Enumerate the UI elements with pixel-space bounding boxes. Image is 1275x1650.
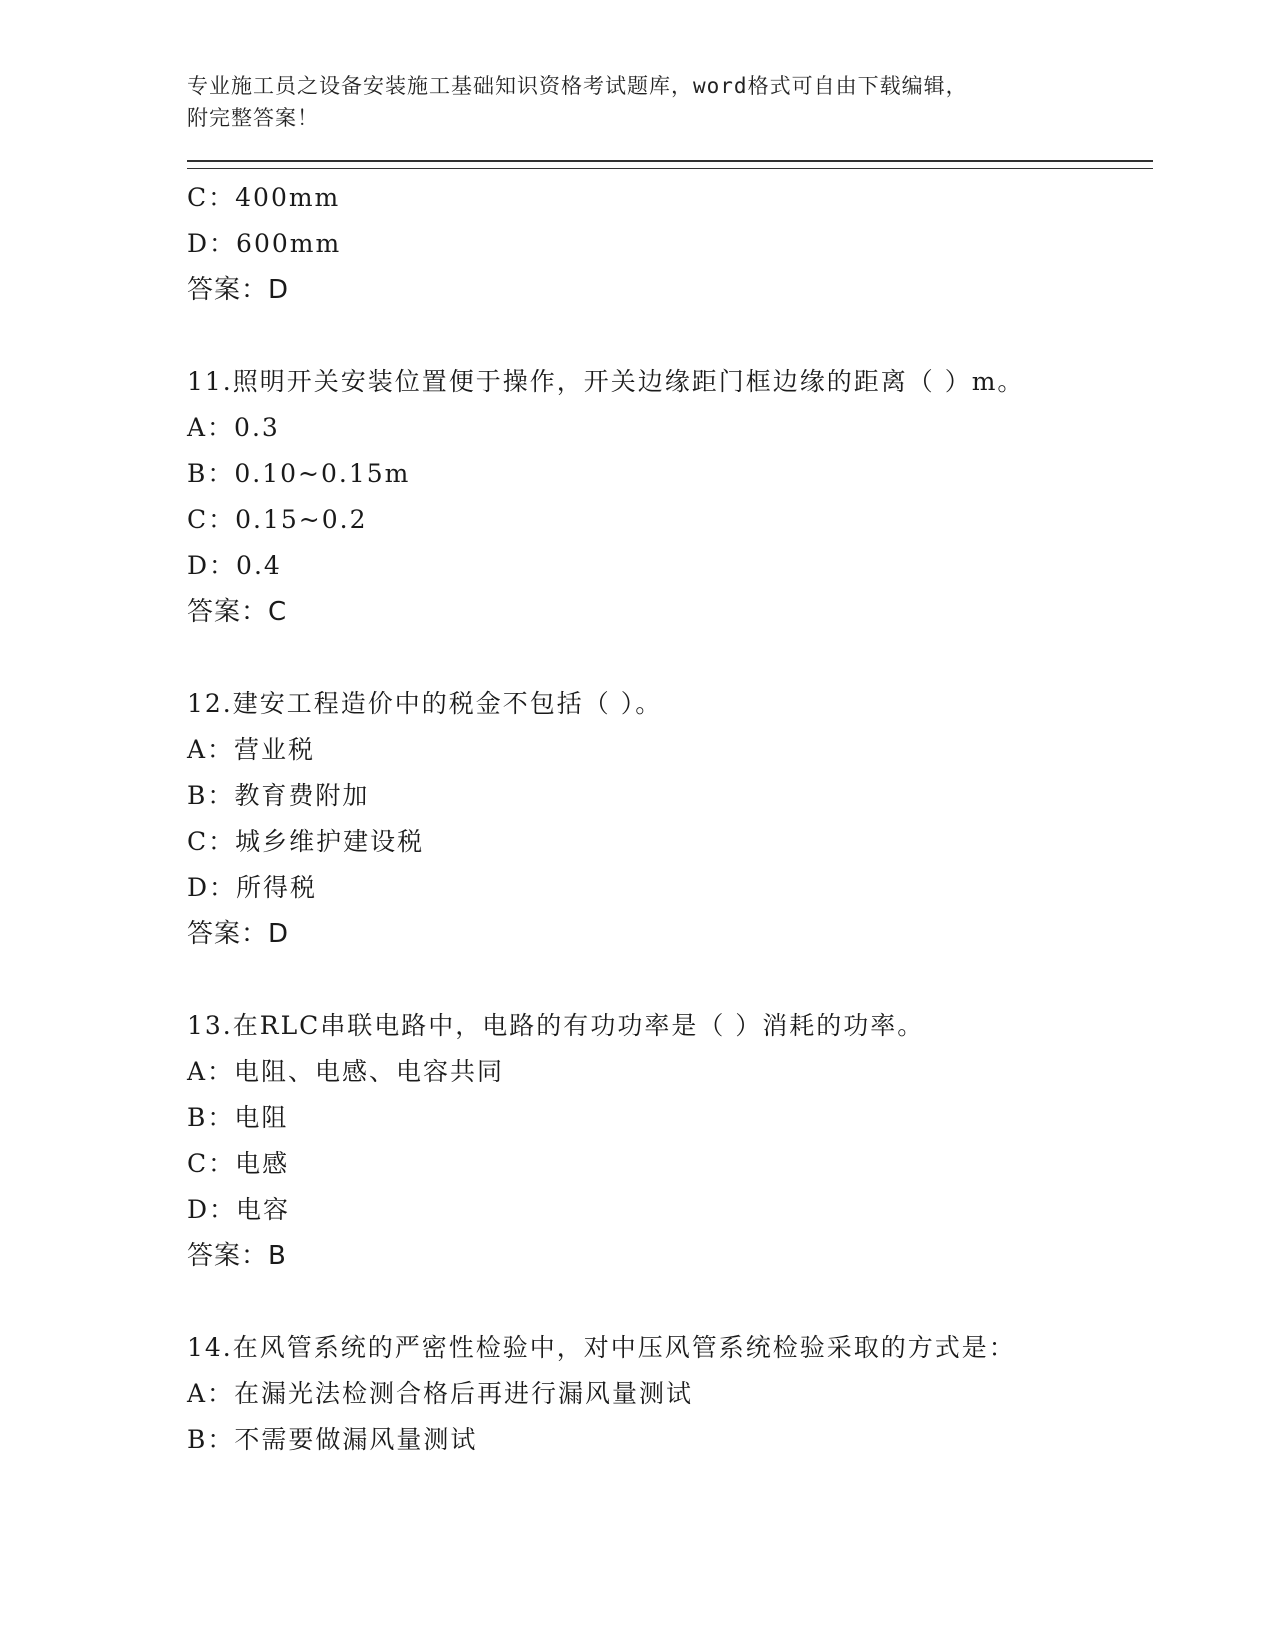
question-text: 11.照明开关安装位置便于操作，开关边缘距门框边缘的距离（ ）m。: [187, 367, 1025, 396]
spacer: [187, 635, 1153, 681]
document-page: [187, 70, 1153, 1463]
spacer: [187, 313, 1153, 359]
option-a: A：电阻、电感、电容共同: [187, 1057, 505, 1086]
option-b: B：0.10~0.15m: [187, 459, 411, 488]
document-header: [187, 70, 1153, 134]
question-text: 13.在RLC串联电路中，电路的有功功率是（ ）消耗的功率。: [187, 1011, 925, 1040]
question-14: [187, 1325, 1153, 1463]
header-line-2: 附完整答案！: [187, 106, 319, 130]
question-list: [187, 175, 1153, 1463]
question-text: 12.建安工程造价中的税金不包括（ ）。: [187, 689, 663, 718]
question-text: 14.在风管系统的严密性检验中，对中压风管系统检验采取的方式是：: [187, 1333, 1016, 1362]
header-divider: [187, 160, 1153, 169]
option-c: C：电感: [187, 1149, 290, 1178]
header-line-1: 专业施工员之设备安装施工基础知识资格考试题库，word格式可自由下载编辑，: [187, 74, 968, 98]
answer-line: 答案：D: [187, 919, 290, 949]
option-b: B：不需要做漏风量测试: [187, 1425, 478, 1454]
option-c: C：0.15~0.2: [187, 505, 368, 534]
answer-line: 答案：B: [187, 1241, 287, 1271]
option-c: C：400mm: [187, 183, 341, 212]
option-d: D：所得税: [187, 873, 318, 902]
spacer: [187, 1279, 1153, 1325]
answer-line: 答案：C: [187, 597, 288, 627]
question-12: [187, 681, 1153, 957]
option-d: D：0.4: [187, 551, 282, 580]
question-13: [187, 1003, 1153, 1279]
option-b: B：电阻: [187, 1103, 289, 1132]
spacer: [187, 957, 1153, 1003]
option-a: A：0.3: [187, 413, 280, 442]
answer-line: 答案：D: [187, 275, 290, 305]
question-10-tail: [187, 175, 1153, 313]
question-11: [187, 359, 1153, 635]
option-a: A：在漏光法检测合格后再进行漏风量测试: [187, 1379, 694, 1408]
option-c: C：城乡维护建设税: [187, 827, 425, 856]
option-b: B：教育费附加: [187, 781, 370, 810]
option-d: D：电容: [187, 1195, 291, 1224]
option-a: A：营业税: [187, 735, 316, 764]
option-d: D：600mm: [187, 229, 342, 258]
